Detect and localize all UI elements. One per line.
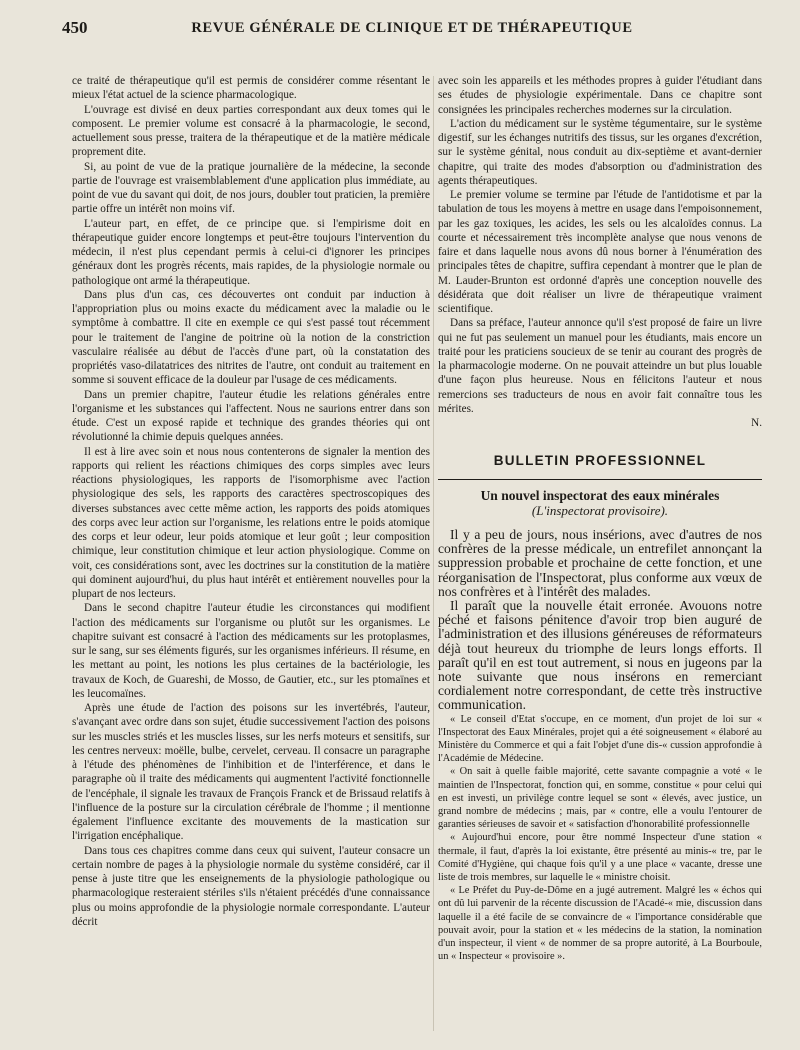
paragraph: Dans plus d'un cas, ces découvertes ont conduit par induction à l'appropriation plus ou moins exacte du médicament avec la maladie ou le symptôme à combattre. Il cite en exemple ce qui s'est passé tout récemment pour le traitement de l'angine de poitrine où la notion de la constriction vasculaire réalisée au début de l'accès d'une part, où la constatation des propriétés vaso-dilatatrices des nitrites de l'autre, ont conduit au traitement en somme si souvent efficace de la douleur par l'usage de ces médicaments.	[72, 288, 430, 387]
column-divider	[433, 76, 434, 1031]
paragraph: Dans le second chapitre l'auteur étudie les circonstances qui modifient l'action des médicaments sur l'organisme ou plutôt sur les organismes. Le chapitre suivant est consacré à l'action des médicaments sur les protoplasmes, sur le sang, sur ses éléments figurés, sur les organismes inférieurs. Il résume, en les mettant au point, les notions les plus certaines de la bactériologie, les travaux de Koch, de Guareshi, de Mosso, de Gautier, etc., sur les ptomaïnes et les leucomaïnes.	[72, 602, 430, 700]
paragraph: avec soin les appareils et les méthodes propres à guider l'étudiant dans ses études de physiologie expérimentale. Dans ce chapitre sont consignées les principales recherches modernes sur la circulation.	[438, 75, 762, 116]
paragraph: Le premier volume se termine par l'étude de l'antidotisme et par la tabulation de tous les moyens à mettre en usage dans l'empoisonnement, par les gaz toxiques, les acides, les sels ou les alcaloïdes connus. La courte et nécessairement très incomplète analyse que nous venons de faire et dans laquelle nous avons dû nous borner à l'énumération des principales têtes de chapitre, suffira cependant à montrer que le plan de M. Lauder-Brunton est ordonné d'après une conception nouvelle des désidérata que doit réaliser un livre de thérapeutique vraiment scientifique.	[438, 189, 762, 315]
heading-rule	[438, 479, 762, 480]
article-paragraph: Il paraît que la nouvelle était erronée. Avouons notre péché et faisons pénitence d'avoir trop bien auguré de l'administration et des illusions généreuses de réformateurs déjà tout heureux du triomphe de leurs longs efforts. Il paraît qu'il en est tout autrement, si nous en jugeons par la note suivante que nous insérons en remerciant cordialement notre correspondant, de cette très instructive communication.	[438, 598, 762, 713]
paragraph: ce traité de thérapeutique qu'il est permis de considérer comme résentant le mieux l'état actuel de la science pharmacologique.	[72, 75, 430, 102]
bulletin-heading: BULLETIN PROFESSIONNEL	[493, 453, 707, 469]
review-signature: N.	[751, 417, 762, 429]
article-title: Un nouvel inspectorat des eaux minérales	[480, 487, 720, 503]
quoted-paragraph: « Le conseil d'Etat s'occupe, en ce moment, d'un projet de loi sur « l'Inspectorat des Eaux Minérales, projet qui a été soigneusement « élaboré au Ministère du Commerce et qui a fait l'objet d'une dis-« cussion approfondie à l'Académie de Médecine.	[438, 713, 762, 765]
right-column	[438, 74, 762, 1034]
quoted-paragraph: « Le Préfet du Puy-de-Dôme en a jugé autrement. Malgré les « échos qui ont dû lui parvenir de la récente discussion de l'Acadé-« mie, discussion dans laquelle il a été facile de se convaincre de « l'importance considérable que pouvait avoir, pour la station et « les médecins de la station, la nomination d'un inspecteur, il vient « de nommer de sa propre autorité, à La Bourboule, un « Inspecteur « provisoire ».	[438, 885, 762, 963]
paragraph: Si, au point de vue de la pratique journalière de la médecine, la seconde partie de l'ouvrage est vraisemblablement d'une application plus immédiate, au point de vue du savant qui doit, de nos jours, doubler tout praticien, la première partie offre un intérêt non moins vif.	[72, 160, 430, 216]
paragraph: Dans sa préface, l'auteur annonce qu'il s'est proposé de faire un livre qui ne fut pas seulement un manuel pour les étudiants, mais encore un traité pour les praticiens soucieux de se tenir au courant des progrès de la pharmacologie moderne. On ne pouvait atteindre un but plus louable d'une façon plus heureuse. Nous en félicitons l'auteur et nous remercions ses traducteurs de nous en avoir fait connaître tous les mérites.	[438, 317, 762, 415]
paragraph: L'action du médicament sur le système tégumentaire, sur le système digestif, sur les échanges nutritifs des tissus, sur les organes d'excrétion, sur le système génital, nous conduit au dix-septième et avant-dernier chapitre, qui traite des modes d'absorption ou d'administration des agents thérapeutiques.	[438, 117, 762, 187]
article-paragraph: Il y a peu de jours, nous insérions, avec d'autres de nos confrères de la presse médicale, un entrefilet annonçant la suppression probable et prochaine de cette fonction, et une réorganisation de l'Inspectorat, plus conforme aux vœux de nos confrères et à l'intérêt des malades.	[438, 527, 762, 599]
paragraph: Dans un premier chapitre, l'auteur étudie les relations générales entre l'organisme et les substances qui l'affectent. Nous ne saurions entrer dans son étude. C'est un exposé rapide et technique des grandes théories qui ont révolutionné la chimie depuis quelques années.	[72, 388, 430, 444]
quoted-paragraph: « On sait à quelle faible majorité, cette savante compagnie a voté « le maintien de l'Inspectorat, fonction qui, en somme, constitue « pour celui qui en est investi, un privilège contre lequel se sont « élevés, avec justice, un grand nombre de médecins ; mais, par « contre, elle a voulu l'entourer de garanties sérieuses de savoir et « satisfaction d'honorabilité professionnelle	[438, 766, 762, 831]
quoted-paragraph: « Aujourd'hui encore, pour être nommé Inspecteur d'une station « thermale, il faut, d'après la loi existante, être présenté au minis-« tre, par le Comité d'Hygiène, qui chaque fois qu'il y a une place « vacante, dresse une liste de trois membres, sur laquelle le « ministre choisit.	[438, 832, 762, 884]
page-header	[62, 18, 762, 40]
running-title: REVUE GÉNÉRALE DE CLINIQUE ET DE THÉRAPEUTIQUE	[191, 20, 633, 36]
left-column	[72, 74, 430, 1034]
paragraph: L'ouvrage est divisé en deux parties correspondant aux deux tomes qui le composent. Le premier volume est consacré à la pharmacologie, le second, actuellement sous presse, traitera de la thérapeutique et de la matière médicale proprement dite.	[72, 103, 430, 159]
paragraph: Il est à lire avec soin et nous nous contenterons de signaler la mention des rapports qui relient les réactions chimiques des corps simples avec leurs réactions physiologiques, les rapports de l'isomorphisme avec l'action physiologique des sels, les rapports des caractères spectroscopiques des diverses substances avec cette même action, les rapports des poids atomiques des corps avec leur action sur l'organisme, les relations entre le poids atomique des corps et leur odeur, leur poids atomique et leur goût ; leur composition chimique, leur constitution chimique et leur action physiologique. Comme on voit, ces considérations sont, avec les doctrines sur la constitution de la matière qui dominent aujourd'hui, du plus haut intérêt et entièrement nouvelles pour la plupart de nos lecteurs.	[72, 445, 430, 600]
article-subtitle: (L'inspectorat provisoire).	[531, 502, 669, 518]
page-number: 450	[62, 18, 88, 37]
paragraph: Après une étude de l'action des poisons sur les invertébrés, l'auteur, s'avançant avec ordre dans son sujet, étudie successivement l'action des poisons sur les muscles striés et les muscles lisses, sur les nerfs moteurs et sensitifs, sur les centres nerveux: moëlle, bulbe, cervelet, cerveau. Il consacre un paragraphe à l'étude des phénomènes de l'inhibition et de l'interférence, et dans le paragraphe où il traite des médicaments qui augmentent l'activité fonctionnelle de l'encéphale, il signale les travaux de François Franck et de Brissaud relatifs à l'influence de la posture sur la circulation cérébrale de l'homme ; il mentionne également l'influence excitante des mouvements de la mastication sur l'irrigation encéphalique.	[72, 702, 430, 843]
paragraph: Dans tous ces chapitres comme dans ceux qui suivent, l'auteur consacre un certain nombre de pages à la physiologie normale du système considéré, car il pense à juste titre que les enseignements de la physiologie pathologique ou pharmacologique resteraient stériles s'ils n'étaient précédés d'une connaissance plus ou moins approfondie de la physiologie normale correspondante. L'auteur décrit	[72, 844, 430, 928]
paragraph: L'auteur part, en effet, de ce principe que. si l'empirisme doit en thérapeutique guider encore longtemps et peut-être toujours l'intervention du médecin, il n'est plus cependant permis à celui-ci d'ignorer les principes généraux dont les progrès récents, mais rapides, de la physiologie normale ou pathologique ont armé la thérapeutique.	[72, 217, 430, 287]
